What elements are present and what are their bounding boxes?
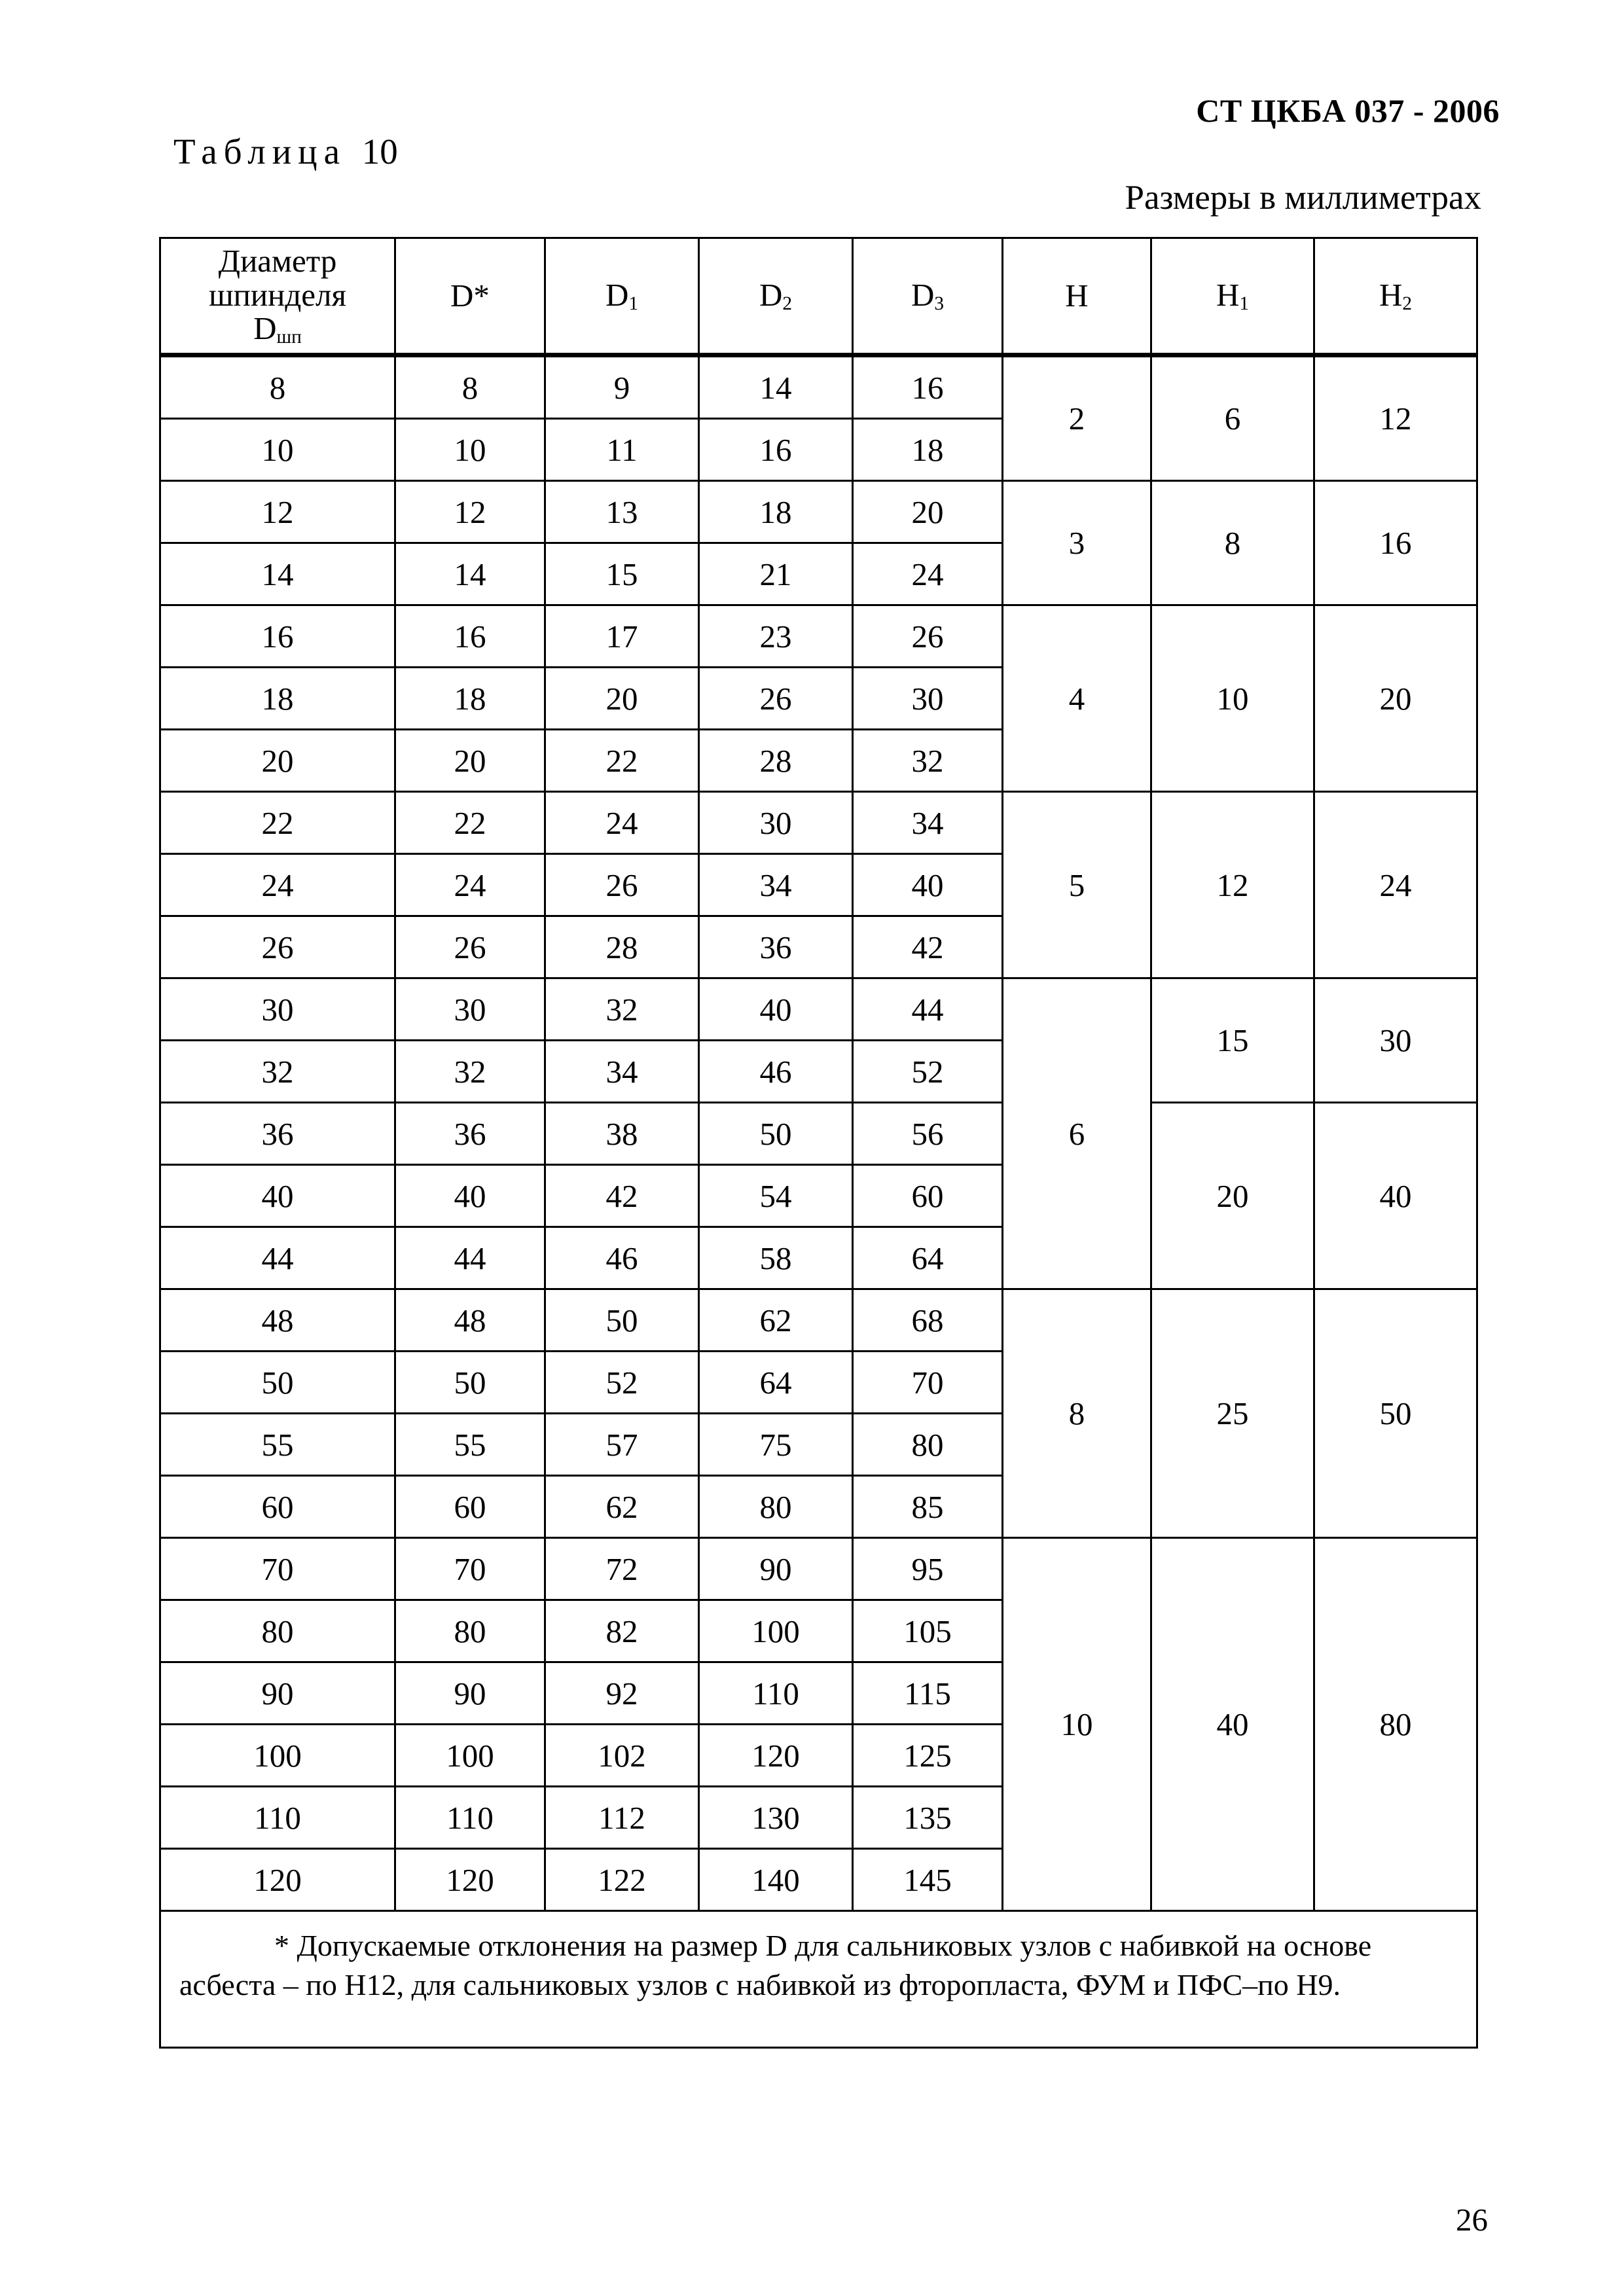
table-cell: 80: [853, 1414, 1003, 1476]
table-cell: 72: [545, 1538, 699, 1600]
header-spindle-line2: шпинделя: [208, 276, 347, 313]
table-cell: 36: [699, 916, 853, 978]
table-cell: 34: [699, 854, 853, 916]
table-cell: 85: [853, 1476, 1003, 1538]
h-cell: 8: [1003, 1289, 1151, 1538]
table-cell: 40: [699, 978, 853, 1041]
document-code: СТ ЦКБА 037 - 2006: [1196, 92, 1500, 129]
header-d3-subscript: 3: [934, 293, 945, 314]
header-spindle-symbol: D: [253, 310, 277, 347]
table-cell: 40: [160, 1165, 395, 1227]
header-h: H: [1003, 238, 1151, 355]
h1-cell: 12: [1151, 792, 1314, 978]
table-row: [160, 481, 1477, 543]
header-d1-subscript: 1: [628, 293, 639, 314]
table-cell: 100: [395, 1725, 545, 1787]
table-cell: 120: [395, 1849, 545, 1911]
table-row: [160, 1538, 1477, 1600]
table-cell: 18: [699, 481, 853, 543]
table-cell: 22: [545, 730, 699, 792]
header-h2: [1314, 238, 1477, 355]
table-cell: 52: [853, 1041, 1003, 1103]
dimensions-table: [159, 237, 1478, 2049]
footnote-cell: [160, 1911, 1477, 2048]
header-spindle-subscript: шп: [276, 326, 302, 348]
table-body: [160, 355, 1477, 1911]
table-cell: 95: [853, 1538, 1003, 1600]
h1-cell: 20: [1151, 1103, 1314, 1289]
h-cell: 3: [1003, 481, 1151, 605]
table-cell: 30: [395, 978, 545, 1041]
table-row: [160, 978, 1477, 1041]
h2-cell: 30: [1314, 978, 1477, 1103]
table-cell: 90: [699, 1538, 853, 1600]
table-cell: 50: [545, 1289, 699, 1352]
table-label-word: Таблица: [173, 132, 346, 171]
table-header-row: [160, 238, 1477, 355]
table-cell: 54: [699, 1165, 853, 1227]
table-cell: 16: [395, 605, 545, 668]
h1-cell: 6: [1151, 355, 1314, 481]
table-cell: 26: [853, 605, 1003, 668]
table-cell: 12: [160, 481, 395, 543]
h2-cell: 40: [1314, 1103, 1477, 1289]
table-cell: 46: [545, 1227, 699, 1289]
table-cell: 30: [853, 668, 1003, 730]
table-cell: 44: [395, 1227, 545, 1289]
header-h1-subscript: 1: [1239, 293, 1250, 314]
table-cell: 105: [853, 1600, 1003, 1662]
table-cell: 21: [699, 543, 853, 605]
table-cell: 26: [545, 854, 699, 916]
table-cell: 12: [395, 481, 545, 543]
table-cell: 100: [699, 1600, 853, 1662]
table-cell: 22: [395, 792, 545, 854]
h-cell: 6: [1003, 978, 1151, 1289]
table-cell: 125: [853, 1725, 1003, 1787]
table-cell: 24: [853, 543, 1003, 605]
table-cell: 26: [160, 916, 395, 978]
table-cell: 50: [395, 1352, 545, 1414]
table-cell: 57: [545, 1414, 699, 1476]
table-cell: 68: [853, 1289, 1003, 1352]
table-cell: 70: [160, 1538, 395, 1600]
table-cell: 80: [395, 1600, 545, 1662]
table-cell: 46: [699, 1041, 853, 1103]
h-cell: 5: [1003, 792, 1151, 978]
header-d3: [853, 238, 1003, 355]
table-cell: 82: [545, 1600, 699, 1662]
table-row: [160, 355, 1477, 419]
table-cell: 55: [160, 1414, 395, 1476]
table-cell: 75: [699, 1414, 853, 1476]
h2-cell: 80: [1314, 1538, 1477, 1911]
table-cell: 10: [395, 419, 545, 481]
table-cell: 9: [545, 355, 699, 419]
table-cell: 92: [545, 1662, 699, 1725]
table-cell: 8: [160, 355, 395, 419]
table-cell: 32: [545, 978, 699, 1041]
table-cell: 60: [160, 1476, 395, 1538]
table-cell: 110: [395, 1787, 545, 1849]
table-cell: 120: [160, 1849, 395, 1911]
table-cell: 16: [853, 355, 1003, 419]
table-cell: 32: [395, 1041, 545, 1103]
table-cell: 16: [699, 419, 853, 481]
table-cell: 64: [699, 1352, 853, 1414]
table-cell: 70: [853, 1352, 1003, 1414]
table-cell: 55: [395, 1414, 545, 1476]
h2-cell: 24: [1314, 792, 1477, 978]
header-h1: [1151, 238, 1314, 355]
header-h2-subscript: 2: [1402, 293, 1413, 314]
table-cell: 62: [699, 1289, 853, 1352]
table-cell: 44: [853, 978, 1003, 1041]
table-cell: 13: [545, 481, 699, 543]
table-cell: 17: [545, 605, 699, 668]
header-spindle-diameter: [160, 238, 395, 355]
h2-cell: 16: [1314, 481, 1477, 605]
header-d2-symbol: D: [759, 276, 783, 313]
units-caption: Размеры в миллиметрах: [1125, 179, 1481, 217]
table-cell: 26: [699, 668, 853, 730]
table-cell: 28: [699, 730, 853, 792]
table-cell: 112: [545, 1787, 699, 1849]
header-d2: [699, 238, 853, 355]
table-cell: 20: [853, 481, 1003, 543]
table-cell: 32: [160, 1041, 395, 1103]
table-cell: 80: [160, 1600, 395, 1662]
h1-cell: 40: [1151, 1538, 1314, 1911]
table-cell: 60: [395, 1476, 545, 1538]
header-h2-symbol: H: [1379, 276, 1403, 313]
table-cell: 48: [160, 1289, 395, 1352]
table-cell: 56: [853, 1103, 1003, 1165]
table-cell: 8: [395, 355, 545, 419]
table-cell: 34: [545, 1041, 699, 1103]
table-row: [160, 1103, 1477, 1165]
footnote-text: * Допускаемые отклонения на размер D для сальниковых узлов с набивкой на основе асбеста – по Н12, для сальниковых узлов с набивкой из фторопласта, ФУМ и ПФС–по Н9.: [179, 1929, 1372, 2001]
h1-cell: 15: [1151, 978, 1314, 1103]
table-cell: 70: [395, 1538, 545, 1600]
table-cell: 26: [395, 916, 545, 978]
table-cell: 120: [699, 1725, 853, 1787]
table-cell: 42: [545, 1165, 699, 1227]
header-h1-symbol: H: [1216, 276, 1240, 313]
h1-cell: 10: [1151, 605, 1314, 792]
table-cell: 22: [160, 792, 395, 854]
h-cell: 10: [1003, 1538, 1151, 1911]
table-cell: 62: [545, 1476, 699, 1538]
table-cell: 50: [699, 1103, 853, 1165]
table-cell: 24: [160, 854, 395, 916]
table-cell: 40: [853, 854, 1003, 916]
table-cell: 23: [699, 605, 853, 668]
table-cell: 44: [160, 1227, 395, 1289]
table-cell: 42: [853, 916, 1003, 978]
header-d-star: D*: [395, 238, 545, 355]
table-cell: 15: [545, 543, 699, 605]
table-cell: 135: [853, 1787, 1003, 1849]
header-spindle-line1: Диаметр: [218, 243, 337, 279]
table-cell: 20: [395, 730, 545, 792]
page-number: 26: [1456, 2202, 1488, 2238]
table-cell: 14: [160, 543, 395, 605]
table-row: [160, 1289, 1477, 1352]
h-cell: 2: [1003, 355, 1151, 481]
table-cell: 102: [545, 1725, 699, 1787]
header-d3-symbol: D: [911, 276, 935, 313]
table-cell: 64: [853, 1227, 1003, 1289]
h-cell: 4: [1003, 605, 1151, 792]
table-cell: 58: [699, 1227, 853, 1289]
table-cell: 90: [395, 1662, 545, 1725]
table-cell: 100: [160, 1725, 395, 1787]
table-cell: 14: [699, 355, 853, 419]
table-cell: 30: [160, 978, 395, 1041]
table-cell: 24: [395, 854, 545, 916]
table-cell: 48: [395, 1289, 545, 1352]
table-row: [160, 792, 1477, 854]
table-cell: 34: [853, 792, 1003, 854]
h2-cell: 50: [1314, 1289, 1477, 1538]
h1-cell: 25: [1151, 1289, 1314, 1538]
table-cell: 110: [699, 1662, 853, 1725]
table-label-number: 10: [361, 132, 398, 171]
table-cell: 18: [395, 668, 545, 730]
table-cell: 10: [160, 419, 395, 481]
table-cell: 32: [853, 730, 1003, 792]
table-cell: 145: [853, 1849, 1003, 1911]
table-cell: 16: [160, 605, 395, 668]
table-cell: 80: [699, 1476, 853, 1538]
table-cell: 28: [545, 916, 699, 978]
header-d2-subscript: 2: [782, 293, 793, 314]
footnote-row: [160, 1911, 1477, 2048]
table-cell: 115: [853, 1662, 1003, 1725]
table-cell: 11: [545, 419, 699, 481]
table-cell: 24: [545, 792, 699, 854]
table-cell: 36: [160, 1103, 395, 1165]
table-cell: 40: [395, 1165, 545, 1227]
table-cell: 60: [853, 1165, 1003, 1227]
table-cell: 130: [699, 1787, 853, 1849]
table-cell: 122: [545, 1849, 699, 1911]
table-cell: 38: [545, 1103, 699, 1165]
table-cell: 90: [160, 1662, 395, 1725]
h2-cell: 12: [1314, 355, 1477, 481]
h2-cell: 20: [1314, 605, 1477, 792]
table-cell: 18: [160, 668, 395, 730]
table-cell: 30: [699, 792, 853, 854]
header-d1-symbol: D: [605, 276, 629, 313]
table-cell: 36: [395, 1103, 545, 1165]
table-cell: 20: [160, 730, 395, 792]
table-cell: 50: [160, 1352, 395, 1414]
table-cell: 140: [699, 1849, 853, 1911]
table-cell: 18: [853, 419, 1003, 481]
header-d1: [545, 238, 699, 355]
table-cell: 14: [395, 543, 545, 605]
table-row: [160, 605, 1477, 668]
table-label: [173, 131, 398, 172]
table-cell: 20: [545, 668, 699, 730]
table-cell: 52: [545, 1352, 699, 1414]
h1-cell: 8: [1151, 481, 1314, 605]
table-cell: 110: [160, 1787, 395, 1849]
